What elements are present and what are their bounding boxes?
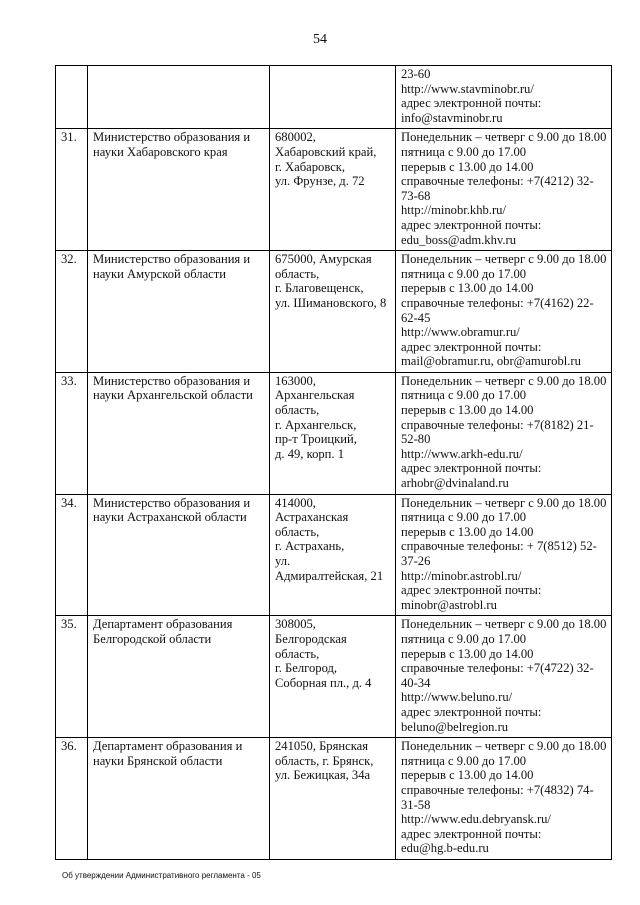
postal-address (270, 616, 396, 738)
organization-name (88, 372, 270, 494)
contact-info (396, 738, 612, 860)
contact-info-line: адрес электронной почты: (401, 217, 542, 232)
contact-info-line: справочные телефоны: +7(8182) 21- (401, 417, 594, 432)
row-number: 32. (56, 251, 88, 373)
contact-info-line: http://www.beluno.ru/ (401, 690, 513, 705)
organization-name-line: науки Архангельской области (93, 388, 253, 403)
contact-info (396, 494, 612, 616)
contact-info-line: перерыв с 13.00 до 14.00 (401, 768, 534, 783)
postal-address (270, 66, 396, 129)
organization-name (88, 129, 270, 251)
contact-info-line: справочные телефоны: +7(4832) 74- (401, 782, 594, 797)
contact-info-line: пятница с 9.00 до 17.00 (401, 753, 527, 768)
contact-info-line: адрес электронной почты: (401, 461, 542, 476)
postal-address-line: ул. Шимановского, 8 (275, 295, 387, 310)
postal-address-line: область, (275, 266, 320, 281)
contact-info (396, 616, 612, 738)
organization-name (88, 66, 270, 129)
contact-info-line: адрес электронной почты: (401, 96, 542, 111)
table-row (56, 66, 612, 129)
contact-info (396, 372, 612, 494)
contact-info-line: адрес электронной почты: (401, 339, 542, 354)
contact-info (396, 129, 612, 251)
organization-name (88, 738, 270, 860)
contact-info-line: справочные телефоны: + 7(8512) 52- (401, 539, 597, 554)
postal-address-line: пр-т Троицкий, (275, 432, 357, 447)
contact-info-line: http://minobr.khb.ru/ (401, 203, 506, 218)
contact-info-line: 31-58 (401, 797, 431, 812)
contact-info-line: minobr@astrobl.ru (401, 597, 497, 612)
contact-info-line: перерыв с 13.00 до 14.00 (401, 403, 534, 418)
contact-info-line: адрес электронной почты: (401, 583, 542, 598)
organization-name-line: Министерство образования и (93, 130, 251, 145)
table-row (56, 251, 612, 373)
contact-info-line: перерыв с 13.00 до 14.00 (401, 646, 534, 661)
contact-info-line: 23-60 (401, 67, 431, 81)
postal-address (270, 738, 396, 860)
postal-address (270, 494, 396, 616)
contact-info-line: Понедельник – четверг с 9.00 до 18.00 (401, 617, 607, 632)
postal-address-line: 241050, Брянская (275, 739, 369, 754)
organization-name-line: Министерство образования и (93, 252, 251, 267)
postal-address-line: Соборная пл., д. 4 (275, 675, 372, 690)
postal-address-line: г. Архангельск, (275, 417, 357, 432)
postal-address-line: 163000, (275, 373, 316, 388)
contact-info-line: Понедельник – четверг с 9.00 до 18.00 (401, 130, 607, 145)
organization-name-line: науки Брянской области (93, 753, 223, 768)
contact-info-line: справочные телефоны: +7(4722) 32- (401, 661, 594, 676)
postal-address-line: г. Белгород, (275, 661, 338, 676)
contact-info-line: адрес электронной почты: (401, 826, 542, 841)
contact-info-line: http://www.stavminobr.ru/ (401, 81, 534, 96)
contact-info-line: 37-26 (401, 554, 431, 568)
row-number: 35. (56, 616, 88, 738)
postal-address-line: Адмиралтейская, 21 (275, 568, 384, 583)
postal-address-line: область, (275, 646, 320, 661)
footer-note: Об утверждении Административного регламента - 05 (62, 871, 261, 880)
contact-info-line: адрес электронной почты: (401, 704, 542, 719)
postal-address-line: 308005, (275, 617, 316, 632)
organization-name-line: науки Хабаровского края (93, 144, 228, 159)
contact-info-line: пятница с 9.00 до 17.00 (401, 510, 527, 525)
contact-info-line: 52-80 (401, 432, 431, 447)
contact-info-line: Понедельник – четверг с 9.00 до 18.00 (401, 739, 607, 754)
contact-info-line: Понедельник – четверг с 9.00 до 18.00 (401, 252, 607, 267)
postal-address-line: область, г. Брянск, (275, 753, 374, 768)
table-row (56, 129, 612, 251)
contact-info-line: http://minobr.astrobl.ru/ (401, 568, 522, 583)
postal-address-line: ул. Бежицкая, 34а (275, 768, 371, 783)
contact-info-line: beluno@belregion.ru (401, 719, 509, 734)
page-number: 54 (313, 32, 327, 47)
row-number (56, 66, 88, 129)
contact-info-line: http://www.edu.debryansk.ru/ (401, 812, 551, 827)
contact-info-line: edu@hg.b-edu.ru (401, 841, 489, 856)
contact-info-line: перерыв с 13.00 до 14.00 (401, 281, 534, 296)
row-number: 36. (56, 738, 88, 860)
ministries-table (55, 65, 612, 860)
postal-address-line: ул. Фрунзе, д. 72 (275, 174, 365, 189)
postal-address-line: г. Благовещенск, (275, 281, 364, 296)
postal-address-line: г. Астрахань, (275, 539, 345, 554)
contact-info-line: 73-68 (401, 188, 431, 203)
contact-info-line: 40-34 (401, 675, 431, 690)
postal-address-line: 675000, Амурская (275, 252, 372, 267)
postal-address-line: область, (275, 524, 320, 539)
contact-info-line: edu_boss@adm.khv.ru (401, 232, 517, 247)
postal-address (270, 251, 396, 373)
table-row (56, 494, 612, 616)
postal-address-line: Астраханская (275, 510, 349, 525)
postal-address-line: г. Хабаровск, (275, 159, 346, 174)
organization-name (88, 616, 270, 738)
row-number: 34. (56, 494, 88, 616)
contact-info-line: справочные телефоны: +7(4212) 32- (401, 174, 594, 189)
organization-name-line: Министерство образования и (93, 373, 251, 388)
postal-address-line: Архангельская (275, 388, 355, 403)
contact-info-line: перерыв с 13.00 до 14.00 (401, 159, 534, 174)
postal-address-line: 414000, (275, 495, 316, 510)
organization-name-line: Департамент образования и (93, 739, 243, 754)
contact-info (396, 66, 612, 129)
row-number: 31. (56, 129, 88, 251)
postal-address-line: Хабаровский край, (275, 144, 377, 159)
organization-name (88, 494, 270, 616)
contact-info-line: пятница с 9.00 до 17.00 (401, 144, 527, 159)
organization-name-line: Министерство образования и (93, 495, 251, 510)
contact-info-line: http://www.obramur.ru/ (401, 325, 520, 340)
contact-info (396, 251, 612, 373)
contact-info-line: перерыв с 13.00 до 14.00 (401, 524, 534, 539)
contact-info-line: справочные телефоны: +7(4162) 22- (401, 295, 594, 310)
contact-info-line: пятница с 9.00 до 17.00 (401, 388, 527, 403)
contact-info-line: пятница с 9.00 до 17.00 (401, 266, 527, 281)
contact-info-line: 62-45 (401, 310, 431, 325)
contact-info-line: http://www.arkh-edu.ru/ (401, 446, 523, 461)
postal-address-line: д. 49, корп. 1 (275, 446, 345, 461)
postal-address (270, 372, 396, 494)
contact-info-line: info@stavminobr.ru (401, 110, 503, 125)
postal-address (270, 129, 396, 251)
organization-name-line: науки Амурской области (93, 266, 227, 281)
row-number: 33. (56, 372, 88, 494)
contact-info-line: arhobr@dvinaland.ru (401, 476, 509, 491)
contact-info-line: пятница с 9.00 до 17.00 (401, 631, 527, 646)
postal-address-line: ул. (275, 554, 291, 568)
contact-info-line: mail@obramur.ru, obr@amurobl.ru (401, 354, 581, 369)
postal-address-line: 680002, (275, 130, 316, 145)
organization-name-line: науки Астраханской области (93, 510, 247, 525)
table-row (56, 738, 612, 860)
postal-address-line: Белгородская (275, 631, 347, 646)
table-row (56, 372, 612, 494)
ministries-table-body (56, 66, 612, 860)
organization-name (88, 251, 270, 373)
organization-name-line: Белгородской области (93, 631, 212, 646)
organization-name-line: Департамент образования (93, 617, 233, 632)
postal-address-line: область, (275, 403, 320, 418)
contact-info-line: Понедельник – четверг с 9.00 до 18.00 (401, 495, 607, 510)
table-row (56, 616, 612, 738)
contact-info-line: Понедельник – четверг с 9.00 до 18.00 (401, 373, 607, 388)
